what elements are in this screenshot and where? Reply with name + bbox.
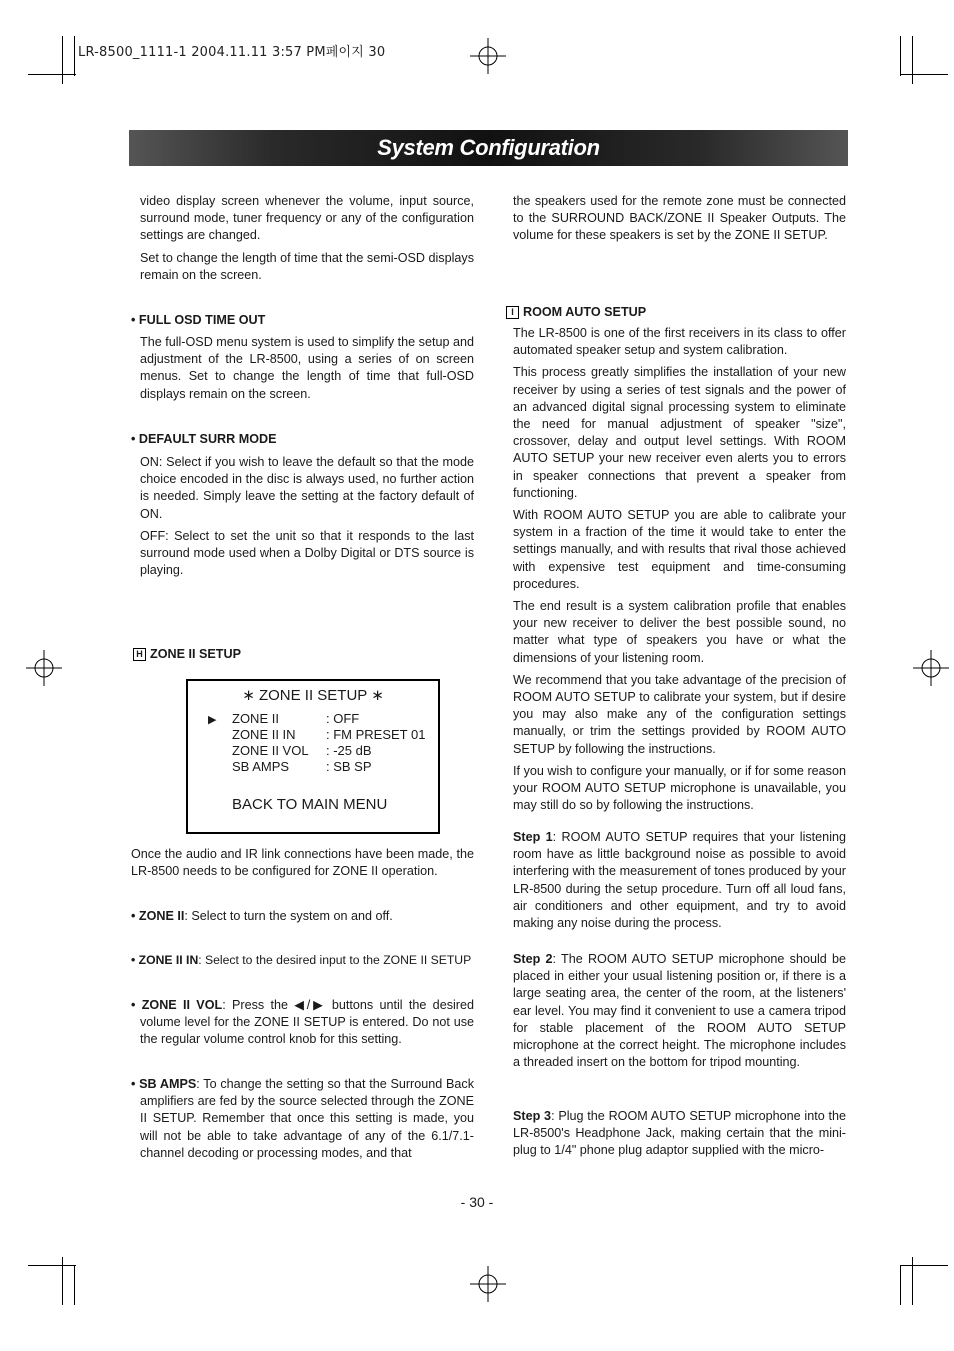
- section-letter-badge: I: [506, 306, 519, 319]
- item-text: : Press the ◀/▶ buttons until the desired volume level for the ZONE II SETUP is entered. Do not use the regular volume control knob for this setting.: [140, 998, 474, 1047]
- paragraph: If you wish to configure your manually, or if for some reason your ROOM AUTO SETUP microphone is unavailable, you may still do so by following the instructions.: [513, 763, 846, 813]
- default-surr-heading: • DEFAULT SURR MODE: [131, 432, 277, 446]
- crop-mark: [28, 1265, 76, 1266]
- osd-row-value: : SB SP: [326, 759, 372, 774]
- paragraph: The full-OSD menu system is used to simplify the setup and adjustment of the LR-8500, using a series of on screen menus. Set to change the length of time that full-OSD displays remain on the screen.: [140, 335, 474, 401]
- item-label: • SB AMPS: [131, 1077, 197, 1091]
- osd-row-value: : FM PRESET 01: [326, 727, 426, 742]
- room-auto-section: [513, 325, 846, 819]
- osd-row-value: : OFF: [326, 711, 360, 726]
- crop-mark: [900, 1265, 901, 1305]
- paragraph: The end result is a system calibration profile that enables your new receiver to deliver the best possible sound, no matter what type of speakers you have or what the dimensions of your listening room.: [513, 599, 846, 665]
- item-label: • ZONE II IN: [131, 953, 199, 967]
- crop-mark: [74, 1265, 75, 1305]
- zone-ii-vol-item: [131, 997, 474, 1054]
- paragraph: This process greatly simplifies the installation of your new receiver by using a series of test signals and the power of an advanced digital signal processing system to eliminate the need for manual adjustment of speaker "size", crossover, delay and output level settings. With ROOM AUTO SETUP your new receiver even alerts you to errors in speaker connections that prevent a speaker from functioning.: [513, 365, 846, 500]
- default-surr-section: [140, 454, 474, 584]
- registration-mark-icon: [26, 650, 62, 686]
- item-text: : To change the setting so that the Surround Back amplifiers are fed by the source selected through the ZONE II SETUP. Remember that once this setting is made, you will not be able to take advantage of any of the 6.1/7.1-channel decoding or processing modes, and that: [140, 1077, 474, 1160]
- zone-ii-in-item: [131, 952, 474, 974]
- paragraph: the speakers used for the remote zone must be connected to the SURROUND BACK/ZONE II Speaker Outputs. The volume for these speakers is set by the ZONE II SETUP.: [513, 194, 846, 243]
- cursor-arrow-icon: ▶: [208, 714, 217, 726]
- crop-mark: [912, 36, 913, 84]
- osd-row-label: ZONE II: [232, 711, 279, 726]
- step-text: : Plug the ROOM AUTO SETUP microphone into the LR-8500's Headphone Jack, making certain that the mini-plug to 1/4" phone plug adaptor supplied with the micro-: [513, 1109, 846, 1158]
- step-text: : ROOM AUTO SETUP requires that your listening room have as little background noise as possible to avoid interfering with the measurement of tones produced by your LR-8500 during the setup procedure. Turn off all loud fans, air conditioners and other equipment, and try to avoid making any noise during the process.: [513, 830, 846, 931]
- step-text: : The ROOM AUTO SETUP microphone should be placed in either your usual listening position or, if there is a large seating area, the center of the room, at the listeners' ear level. You may find it convenient to use a camera tripod for stable placement of the ROOM AUTO SETUP microphone at the correct height. The microphone includes a threaded insert on the bottom for tripod mounting.: [513, 952, 847, 1070]
- crop-mark: [62, 1257, 63, 1305]
- full-osd-section: [140, 334, 474, 408]
- paragraph: Once the audio and IR link connections have been made, the LR-8500 needs to be configured for ZONE II operation.: [131, 847, 474, 879]
- step-1: [513, 829, 846, 937]
- item-label: • ZONE II: [131, 909, 185, 923]
- step-3: [513, 1108, 846, 1165]
- paragraph: Set to change the length of time that the semi-OSD displays remain on the screen.: [140, 250, 474, 282]
- crop-mark: [28, 74, 76, 75]
- paragraph: We recommend that you take advantage of the precision of ROOM AUTO SETUP to calibrate your system, but if desire you may also make any of the configuration settings manually, or trim the settings provided by ROOM AUTO SETUP by following the instructions.: [513, 672, 846, 756]
- paragraph: ON: Select if you wish to leave the default so that the mode choice encoded in the disc is always used, no further action is needed. Simply leave the setting at the factory default of ON.: [140, 455, 474, 521]
- room-auto-title: ROOM AUTO SETUP: [523, 305, 647, 319]
- zone-ii-item: [131, 908, 474, 930]
- full-osd-heading: • FULL OSD TIME OUT: [131, 313, 266, 327]
- registration-mark-icon: [470, 38, 506, 74]
- intro-text: [140, 193, 474, 289]
- item-text: : Select to the desired input to the ZONE II SETUP: [198, 953, 472, 967]
- registration-mark-icon: [913, 650, 949, 686]
- sb-amps-item: [131, 1076, 474, 1167]
- osd-row-value: : -25 dB: [326, 743, 372, 758]
- osd-title: ∗ ZONE II SETUP ∗: [242, 687, 384, 704]
- osd-back-to-main: BACK TO MAIN MENU: [232, 796, 388, 813]
- item-text: : Select to turn the system on and off.: [184, 909, 393, 923]
- crop-mark: [74, 36, 75, 76]
- crop-mark: [62, 36, 63, 84]
- step-label: Step 2: [513, 952, 553, 966]
- section-letter-badge: H: [133, 648, 146, 661]
- osd-row-label: SB AMPS: [232, 759, 290, 774]
- paragraph: The LR-8500 is one of the first receivers in its class to offer automated speaker setup and system calibration.: [513, 326, 846, 358]
- paragraph: OFF: Select to set the unit so that it responds to the last surround mode used when a Dolby Digital or DTS source is playing.: [140, 528, 474, 578]
- osd-row-label: ZONE II VOL: [232, 743, 309, 758]
- zone-after-box-text: [131, 846, 474, 885]
- zone-setup-heading: [133, 646, 241, 663]
- print-header: LR-8500_1111-1 2004.11.11 3:57 PM페이지 30: [78, 45, 386, 60]
- osd-row-label: ZONE II IN: [232, 727, 296, 742]
- osd-menu: [186, 679, 440, 834]
- step-label: Step 1: [513, 830, 553, 844]
- step-label: Step 3: [513, 1109, 552, 1123]
- paragraph: With ROOM AUTO SETUP you are able to calibrate your system in a fraction of the time it would take to enter the settings manually, and with results that rival those achieved with expensive test equipment and time-consuming procedures.: [513, 508, 846, 591]
- crop-mark: [900, 36, 901, 76]
- paragraph: video display screen whenever the volume, input source, surround mode, tuner frequency or any of the configuration settings are changed.: [140, 194, 474, 243]
- right-intro-text: [513, 193, 846, 250]
- crop-mark: [900, 1265, 948, 1266]
- room-auto-heading: [506, 304, 646, 321]
- registration-mark-icon: [470, 1266, 506, 1302]
- page-number: - 30 -: [460, 1194, 494, 1210]
- step-2: [513, 951, 846, 1076]
- crop-mark: [900, 74, 948, 75]
- zone-setup-title: ZONE II SETUP: [150, 647, 241, 661]
- item-label: • ZONE II VOL: [131, 998, 223, 1012]
- page-title: System Configuration: [377, 135, 600, 160]
- title-bar: [129, 130, 848, 166]
